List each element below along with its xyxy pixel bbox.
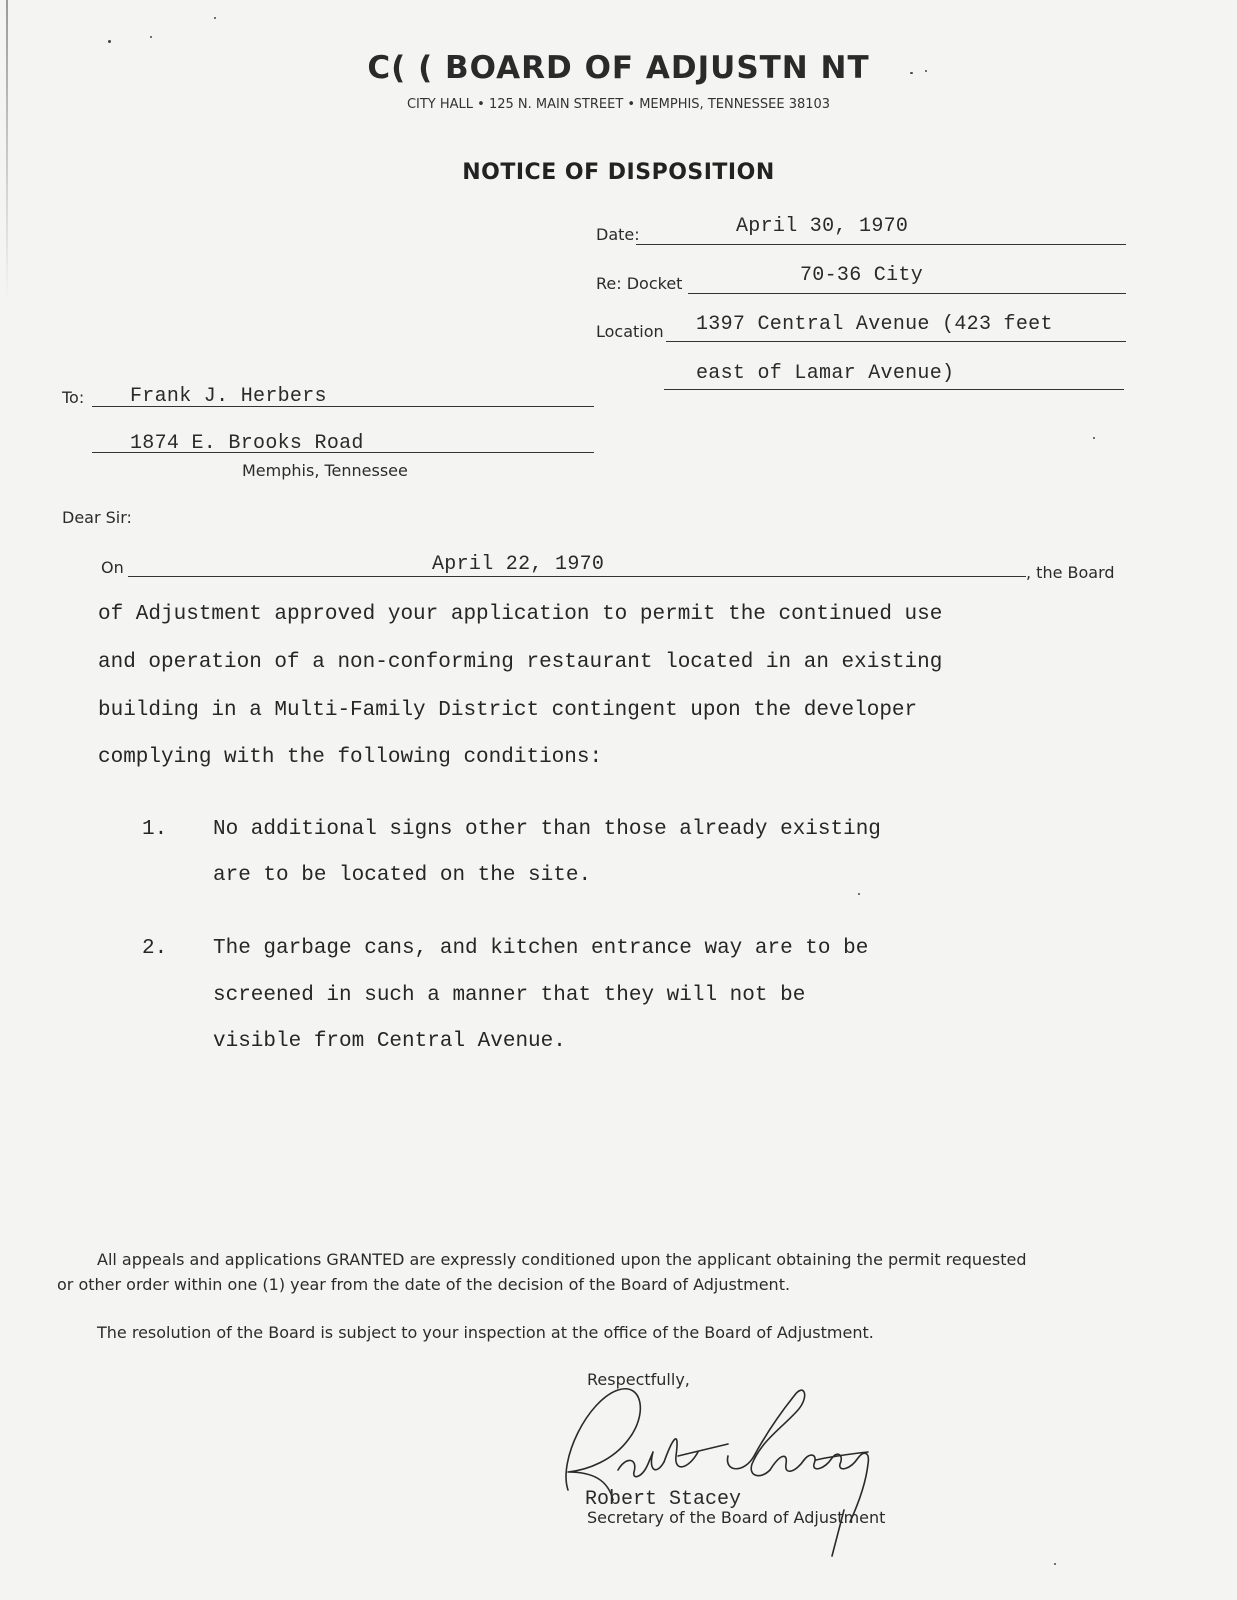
location-line-1: 1397 Central Avenue (423 feet [696, 313, 1053, 336]
location-rule-1 [666, 341, 1126, 342]
letterhead-address: CITY HALL • 125 N. MAIN STREET • MEMPHIS, TENNESSEE 38103 [406, 97, 831, 112]
scan-speck [214, 17, 216, 19]
decision-line: complying with the following conditions: [98, 746, 603, 769]
signer-title: Secretary of the Board of Adjustment [587, 1508, 886, 1527]
condition-line: are to be located on the site. [213, 864, 592, 887]
signature-stroke [770, 1456, 804, 1471]
decision-date-rule [128, 576, 1026, 577]
docket-label: Re: Docket [596, 274, 683, 293]
scan-speck [858, 893, 860, 895]
date-label: Date: [596, 225, 640, 244]
signature-stroke [727, 1390, 804, 1475]
recipient-street: 1874 E. Brooks Road [130, 432, 364, 455]
signature-stroke [678, 1444, 728, 1456]
recipient-name: Frank J. Herbers [130, 385, 327, 408]
date-rule [636, 244, 1126, 245]
resolution-notice: The resolution of the Board is subject to your inspection at the office of the Board of Adjustment. [97, 1323, 874, 1342]
location-line-2: east of Lamar Avenue) [696, 362, 955, 385]
decision-line: building in a Multi-Family District contingent upon the developer [98, 699, 918, 722]
signature [548, 1360, 908, 1560]
decision-date: April 22, 1970 [432, 553, 605, 576]
appeals-notice-line-2: or other order within one (1) year from the date of the decision of the Board of Adjustment. [57, 1275, 791, 1294]
decision-line: and operation of a non-conforming restaurant located in an existing [98, 651, 943, 674]
signature-stroke [566, 1389, 640, 1500]
the-board-label: , the Board [1026, 563, 1115, 582]
date-value: April 30, 1970 [736, 215, 909, 238]
signer-name: Robert Stacey [585, 1488, 742, 1511]
salutation: Dear Sir: [62, 508, 132, 527]
condition-line: screened in such a manner that they will not be [213, 984, 806, 1007]
letterhead-title: C( ( BOARD OF ADJUSTN NT [367, 50, 870, 86]
signature-stroke [618, 1452, 664, 1477]
location-label: Location [596, 322, 664, 341]
to-label: To: [62, 388, 85, 407]
notice-heading: NOTICE OF DISPOSITION [462, 160, 775, 185]
docket-value: 70-36 City [800, 264, 924, 287]
appeals-notice-line-1: All appeals and applications GRANTED are expressly conditioned upon the applicant obtaining the permit requested [97, 1250, 1027, 1269]
condition-line: visible from Central Avenue. [213, 1030, 566, 1053]
condition-line: The garbage cans, and kitchen entrance way are to be [213, 937, 869, 960]
on-label: On [101, 558, 124, 577]
scan-speck [108, 40, 111, 43]
docket-rule [688, 293, 1126, 294]
decision-line: of Adjustment approved your application to permit the continued use [98, 603, 943, 626]
scan-speck [1054, 1563, 1056, 1565]
closing: Respectfully, [587, 1370, 690, 1389]
location-rule-2 [664, 389, 1124, 390]
condition-number: 2. [142, 937, 168, 960]
condition-line: No additional signs other than those already existing [213, 818, 881, 841]
scan-edge [6, 0, 8, 300]
scan-speck [150, 36, 152, 38]
condition-number: 1. [142, 818, 168, 841]
scan-speck [1093, 437, 1095, 439]
recipient-city: Memphis, Tennessee [242, 461, 408, 480]
